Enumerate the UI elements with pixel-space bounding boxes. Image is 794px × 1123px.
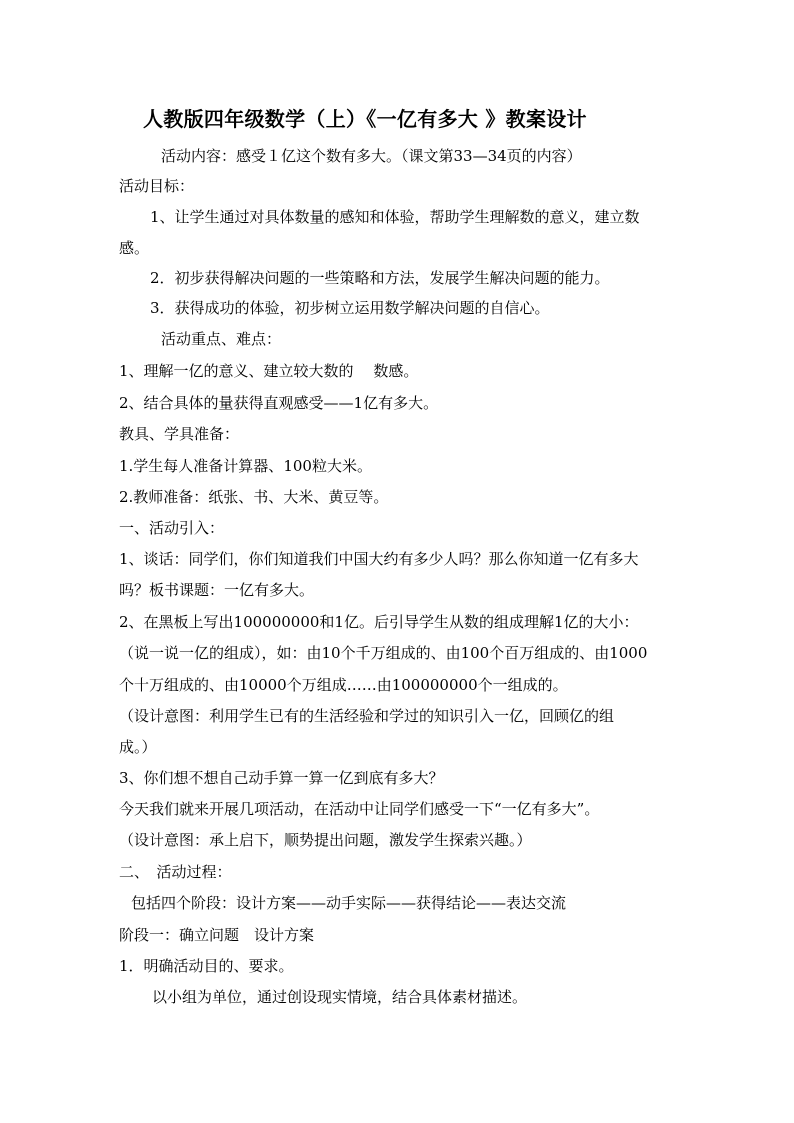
materials-1: 1.学生每人准备计算器、100粒大米。	[119, 457, 372, 475]
key-point-1: 1、理解一亿的意义、建立较大数的 数感。	[119, 362, 419, 380]
stages-overview: 包括四个阶段：设计方案——动手实际——获得结论——表达交流	[131, 894, 567, 912]
intro-2-line: 2、在黑板上写出100000000和1亿。后引导学生从数的组成理解1亿的大小：	[119, 613, 639, 631]
stage-1-item-1-detail: 以小组为单位，通过创设现实情境，结合具体素材描述。	[152, 988, 528, 1006]
document-title: 人教版四年级数学（上）《一亿有多大 》教案设计	[143, 107, 587, 131]
key-points-heading: 活动重点、难点：	[161, 330, 282, 348]
intro-3-continuation: 今天我们就来开展几项活动，在活动中让同学们感受一下“一亿有多大”。	[119, 800, 600, 818]
materials-2: 2.教师准备：纸张、书、大米、黄豆等。	[119, 488, 389, 506]
key-point-2: 2、结合具体的量获得直观感受——1亿有多大。	[119, 394, 439, 412]
section-1-heading: 一、活动引入：	[119, 519, 225, 537]
section-2-heading: 二、 活动过程：	[119, 863, 232, 881]
design-intent-1: （设计意图：利用学生已有的生活经验和学过的知识引入一亿，回顾亿的组	[119, 707, 615, 725]
goal-3-line: 3．获得成功的体验，初步树立运用数学解决问题的自信心。	[150, 299, 550, 317]
stage-1-item-1: 1．明确活动目的、要求。	[119, 957, 294, 975]
materials-heading: 教具、学具准备：	[119, 425, 240, 443]
intro-1-continuation: 吗？板书课题：一亿有多大。	[119, 581, 315, 599]
intro-2-continuation-b: 个十万组成的、由10000个万组成……由100000000个一组成的。	[119, 676, 568, 694]
intro-2-continuation-a: （说一说一亿的组成），如：由10个千万组成的、由100个百万组成的、由1000	[119, 644, 648, 662]
intro-3-line: 3、你们想不想自己动手算一算一亿到底有多大？	[119, 769, 444, 787]
activity-content-line: 活动内容：感受１亿这个数有多大。（课文第33—34页的内容）	[161, 147, 582, 165]
goal-2-line: 2．初步获得解决问题的一些策略和方法，发展学生解决问题的能力。	[150, 269, 610, 287]
stage-1-heading: 阶段一：确立问题 设计方案	[119, 926, 315, 944]
goal-1-line: 1、让学生通过对具体数量的感知和体验，帮助学生理解数的意义，建立数	[150, 208, 640, 226]
design-intent-2: （设计意图：承上启下，顺势提出问题，激发学生探索兴趣。）	[119, 831, 532, 849]
intro-1-line: 1、谈话：同学们，你们知道我们中国大约有多少人吗？那么你知道一亿有多大	[119, 550, 639, 568]
activity-goals-heading: 活动目标：	[119, 177, 195, 195]
design-intent-1-continuation: 成。）	[119, 738, 157, 756]
goal-1-continuation: 感。	[119, 239, 150, 257]
